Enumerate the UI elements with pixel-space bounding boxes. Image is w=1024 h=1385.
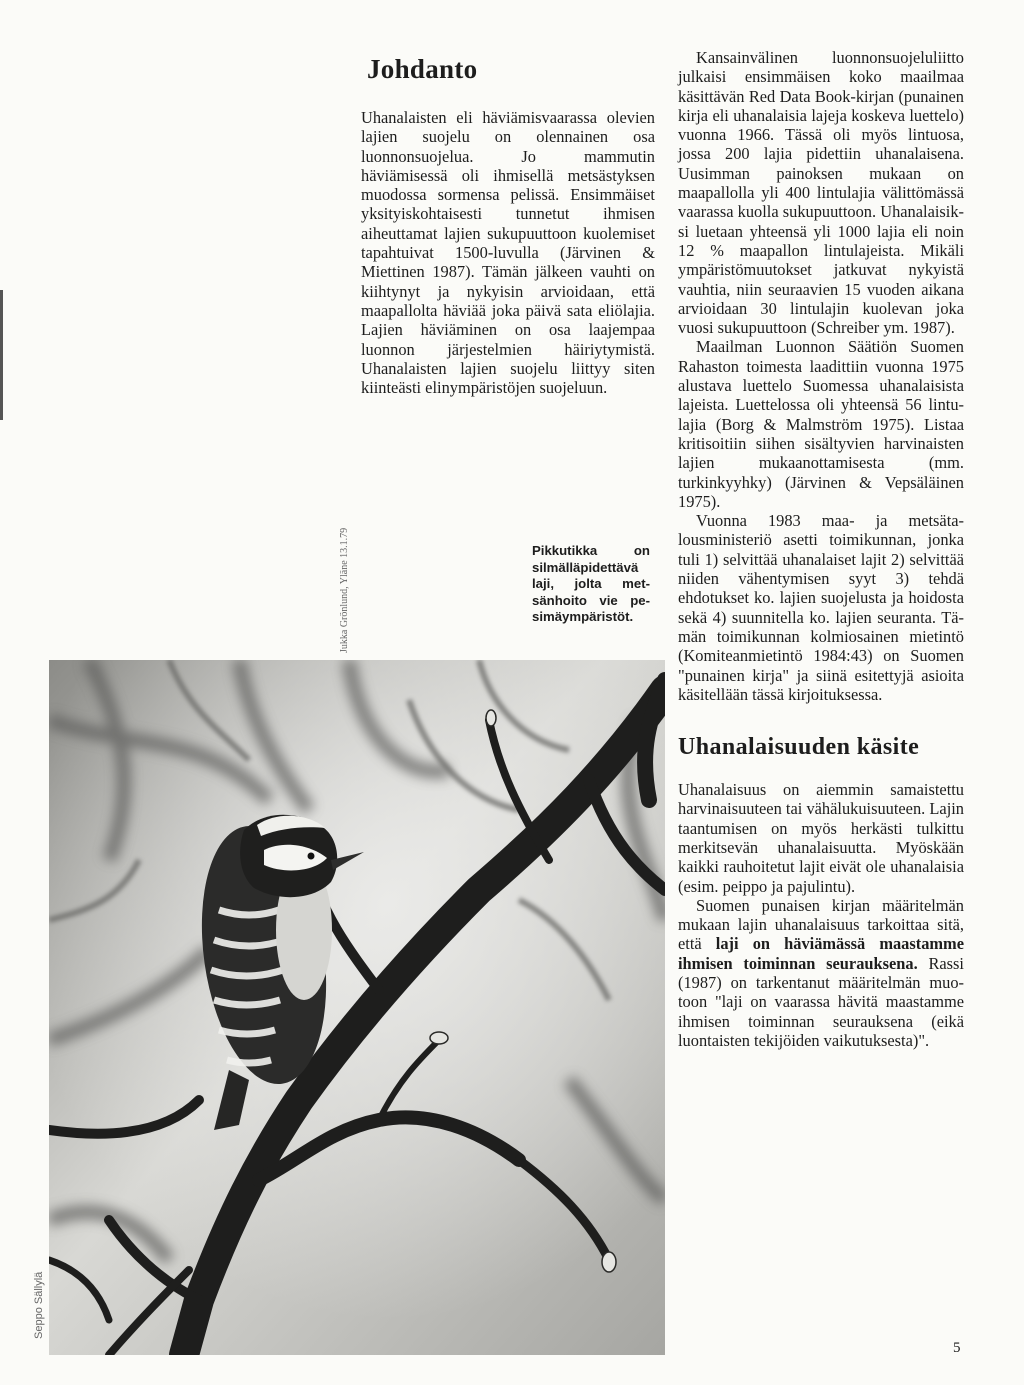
uhanalaisuus-heading: Uhanalaisuuden käsite xyxy=(678,734,920,761)
definition-text-start: Suomen punaisen kirjan määritelmän mukaan lajin uhanalaisuus tarkoittaa sitä, että xyxy=(678,895,964,954)
paragraph-red-data-book: Kansainvälinen luonnonsuojeluliitto julkaisi ensimmäisen koko maailmaa käsittävän Red Data Book-kirjan (punainen kirja eli uhanalaisia lajeja koskeva luettelo) vuonna 1966. Tässä oli myös lintuosa, jossa 200 lajia pidettiin uhanalaisena. Uusimman painoksen mukaan on maapallolla yli 400 lintulajia välittömässä vaarassa kuolla sukupuuttoon. Uhanalaisiksi luetaan yhteensä yli 1000 lajia eli noin 12 % maapallon lintulajeista. Mikäli ympäristömuutokset jatkuvat nykyistä vauhtia, niin seuraavien 15 vuoden aikana arvioidaan 30 lintulajin kuolevan joka vuosi sukupuuttoon (Schreiber ym. 1987). xyxy=(678,48,964,338)
right-column xyxy=(678,48,964,1050)
woodpecker-illustration xyxy=(49,660,665,1355)
definition-emphasis: laji on häviämässä maastamme ihmisen toiminnan seurauksena. xyxy=(678,934,964,973)
woodpecker-photo xyxy=(49,660,665,1355)
johdanto-paragraph: Uhanalaisten eli häviämisvaarassa olevien lajien suojelu on olennainen osa luonnonsuojelua. Jo mammutin häviämisessä oli ihmisellä metsästyksen muodossa sormensa pelissä. Ensimmäiset yksityiskohtaisesti tunnetut ihmisen aiheuttamat lajien sukupuuttoon kuolemiset tapahtuivat 1500-luvulla (Järvinen & Miettinen 1987). Tämän jälkeen vauhti on kiihtynyt ja nykyisin arvioidaan, että maapallolta häviää joka päivä sata eliölajia. Lajien häviäminen on osa laajempaa luonnon järjestelmien häiriytymistä. Uhanalaisten lajien suojelu liittyy siten kiinteästi elinympäristöjen suojeluun. xyxy=(361,108,655,398)
johdanto-column xyxy=(361,52,655,397)
definition-text-end: Rassi (1987) on tarkentanut määritelmän muotoon "laji on vaarassa hävitä maastamme ihmisen toiminnan seurauksena (eikä luontaisten tekijöiden vaikutuksesta)". xyxy=(678,953,964,1050)
paragraph-definition-1: Uhanalaisuus on aiemmin samaistettu harvinaisuuteen tai vähälukuisuuteen. Lajin taantumisen on myös herkästi tulkittu merkitsevän uhanalaisuutta. Myöskään kaikki rauhoitetut lajit eivät ole uhanalaisia (esim. peippo ja pajulintu). xyxy=(678,780,964,896)
paragraph-committee: Vuonna 1983 maa- ja metsätalousministeriö asetti toimikunnan, jonka tuli 1) selvittää uhanalaiset lajit 2) selvittää niiden vähentymisen syyt 3) tehdä ehdotukset ko. lajien suojelusta ja hoidosta sekä 4) suunnitella ko. lajien seuranta. Tämän toimikunnan kolmiosainen mietintö (Komiteanmietintö 1984:43) on Suomen "punainen kirja" ja siinä esitettyjä asioita käsitellään tässä kirjoituksessa. xyxy=(678,511,964,704)
photo-credit-bottom: Seppo Sällylä xyxy=(33,1271,45,1339)
binding-edge xyxy=(0,290,3,420)
paragraph-wwf-list: Maailman Luonnon Säätiön Suomen Rahaston toimesta laadittiin vuonna 1975 alustava luettelo Suomessa uhanalaisista lajeista. Luettelossa oli yhteensä 56 lintulajia (Borg & Malmström 1975). Listaa kritisoitiin siihen sisältyvien harvinaisten lajien mukaanottamisesta (mm. turkinkyyhky) (Järvinen & Vepsäläinen 1975). xyxy=(678,337,964,511)
page-number: 5 xyxy=(953,1340,961,1356)
photo-credit-top: Jukka Grönlund, Yläne 13.1.79 xyxy=(339,527,350,653)
johdanto-heading: Johdanto xyxy=(367,54,478,84)
figure-caption: Pikkutikka on silmälläpidettävä laji, jolta metsänhoito vie pesimäympäristöt. xyxy=(532,543,650,625)
paragraph-definition-2 xyxy=(678,896,964,1050)
